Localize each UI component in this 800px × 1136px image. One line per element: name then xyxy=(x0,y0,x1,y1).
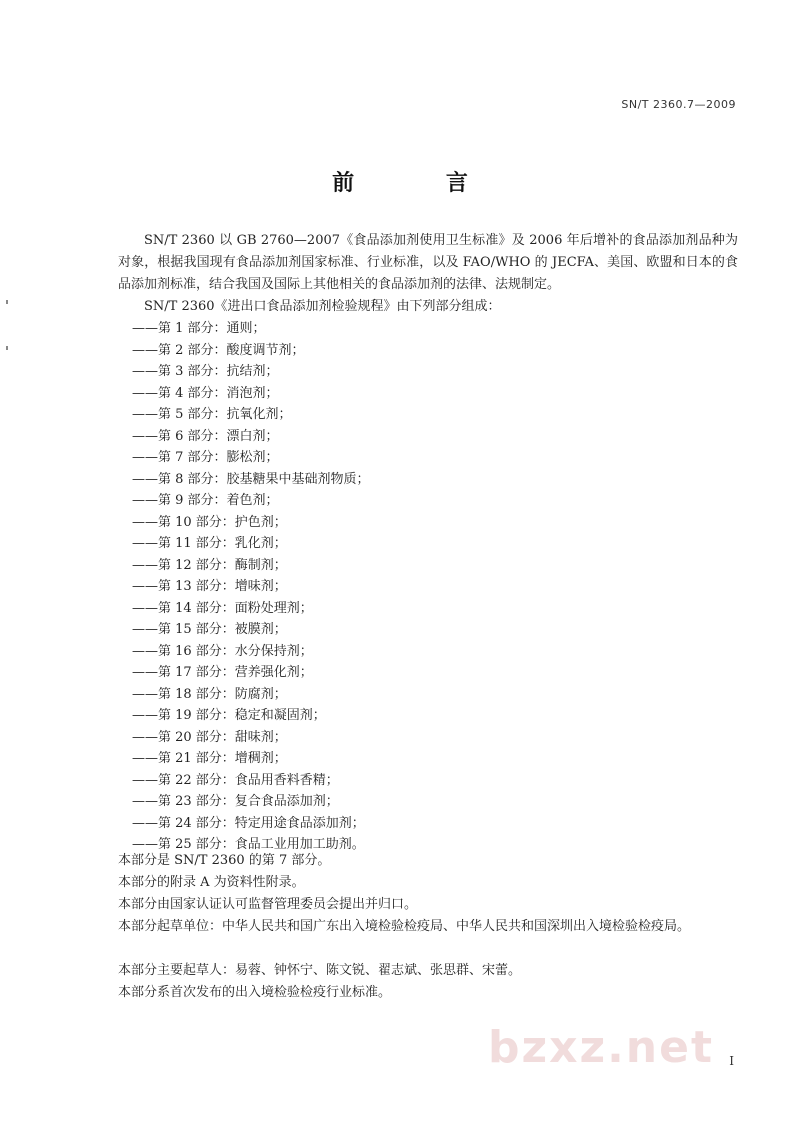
list-item: ——第 13 部分：增味剂； xyxy=(132,579,287,594)
drafting-units-statement: 本部分起草单位：中华人民共和国广东出入境检验检疫局、中华人民共和国深圳出入境检验检疫局。 xyxy=(118,919,691,934)
list-item: ——第 19 部分：稳定和凝固剂； xyxy=(132,708,326,723)
list-item: ——第 25 部分：食品工业用加工助剂。 xyxy=(132,837,365,852)
composition-paragraph: SN/T 2360《进出口食品添加剂检验规程》由下列部分组成： xyxy=(144,299,501,314)
page-number: I xyxy=(729,1054,734,1068)
list-item: ——第 7 部分：膨松剂； xyxy=(132,450,279,465)
list-item: ——第 3 部分：抗结剂； xyxy=(132,364,279,379)
list-item: ——第 24 部分：特定用途食品添加剂； xyxy=(132,815,365,831)
drafters-statement: 本部分主要起草人：易蓉、钟怀宁、陈文锐、翟志斌、张思群、宋蕾。 xyxy=(118,963,522,978)
scan-margin-mark xyxy=(6,300,8,304)
list-item: ——第 11 部分：乳化剂； xyxy=(132,536,287,551)
list-item: ——第 12 部分：酶制剂； xyxy=(132,557,287,573)
parts-list xyxy=(132,318,732,856)
watermark: bzxz.net xyxy=(488,1022,715,1073)
list-item: ——第 9 部分：着色剂； xyxy=(132,493,279,508)
list-item: ——第 16 部分：水分保持剂； xyxy=(132,643,313,659)
first-release-statement: 本部分系首次发布的出入境检验检疫行业标准。 xyxy=(118,985,392,1000)
list-item: ——第 18 部分：防腐剂； xyxy=(132,686,287,702)
list-item: ——第 23 部分：复合食品添加剂； xyxy=(132,794,339,809)
list-item: ——第 8 部分：胶基糖果中基础剂物质； xyxy=(132,471,370,487)
list-item: ——第 15 部分：被膜剂； xyxy=(132,622,287,637)
list-item: ——第 5 部分：抗氧化剂； xyxy=(132,407,292,422)
page-title: 前 言 xyxy=(332,170,510,196)
list-item: ——第 2 部分：酸度调节剂； xyxy=(132,342,305,358)
list-item: ——第 10 部分：护色剂； xyxy=(132,514,287,530)
annex-statement: 本部分的附录 A 为资料性附录。 xyxy=(118,875,305,890)
list-item: ——第 6 部分：漂白剂； xyxy=(132,428,279,444)
scan-margin-mark xyxy=(6,346,8,350)
list-item: ——第 21 部分：增稠剂； xyxy=(132,751,287,766)
list-item: ——第 14 部分：面粉处理剂； xyxy=(132,600,313,616)
standard-code: SN/T 2360.7—2009 xyxy=(621,98,736,111)
proposer-statement: 本部分由国家认证认可监督管理委员会提出并归口。 xyxy=(118,897,418,912)
list-item: ——第 17 部分：营养强化剂； xyxy=(132,665,313,680)
intro-paragraph: SN/T 2360 以 GB 2760—2007《食品添加剂使用卫生标准》及 2006 年后增补的食品添加剂品种为对象，根据我国现有食品添加剂国家标准、行业标准，以及 FAO/WHO 的 JECFA、美国、欧盟和日本的食品添加剂标准，结合我国及国际上其他相关的食品添加剂的法律、法规制定。 xyxy=(118,233,738,292)
list-item: ——第 22 部分：食品用香料香精； xyxy=(132,772,339,788)
list-item: ——第 4 部分：消泡剂； xyxy=(132,385,279,401)
list-item: ——第 1 部分：通则； xyxy=(132,321,266,336)
list-item: ——第 20 部分：甜味剂； xyxy=(132,729,287,745)
part-number-statement: 本部分是 SN/T 2360 的第 7 部分。 xyxy=(118,853,331,868)
